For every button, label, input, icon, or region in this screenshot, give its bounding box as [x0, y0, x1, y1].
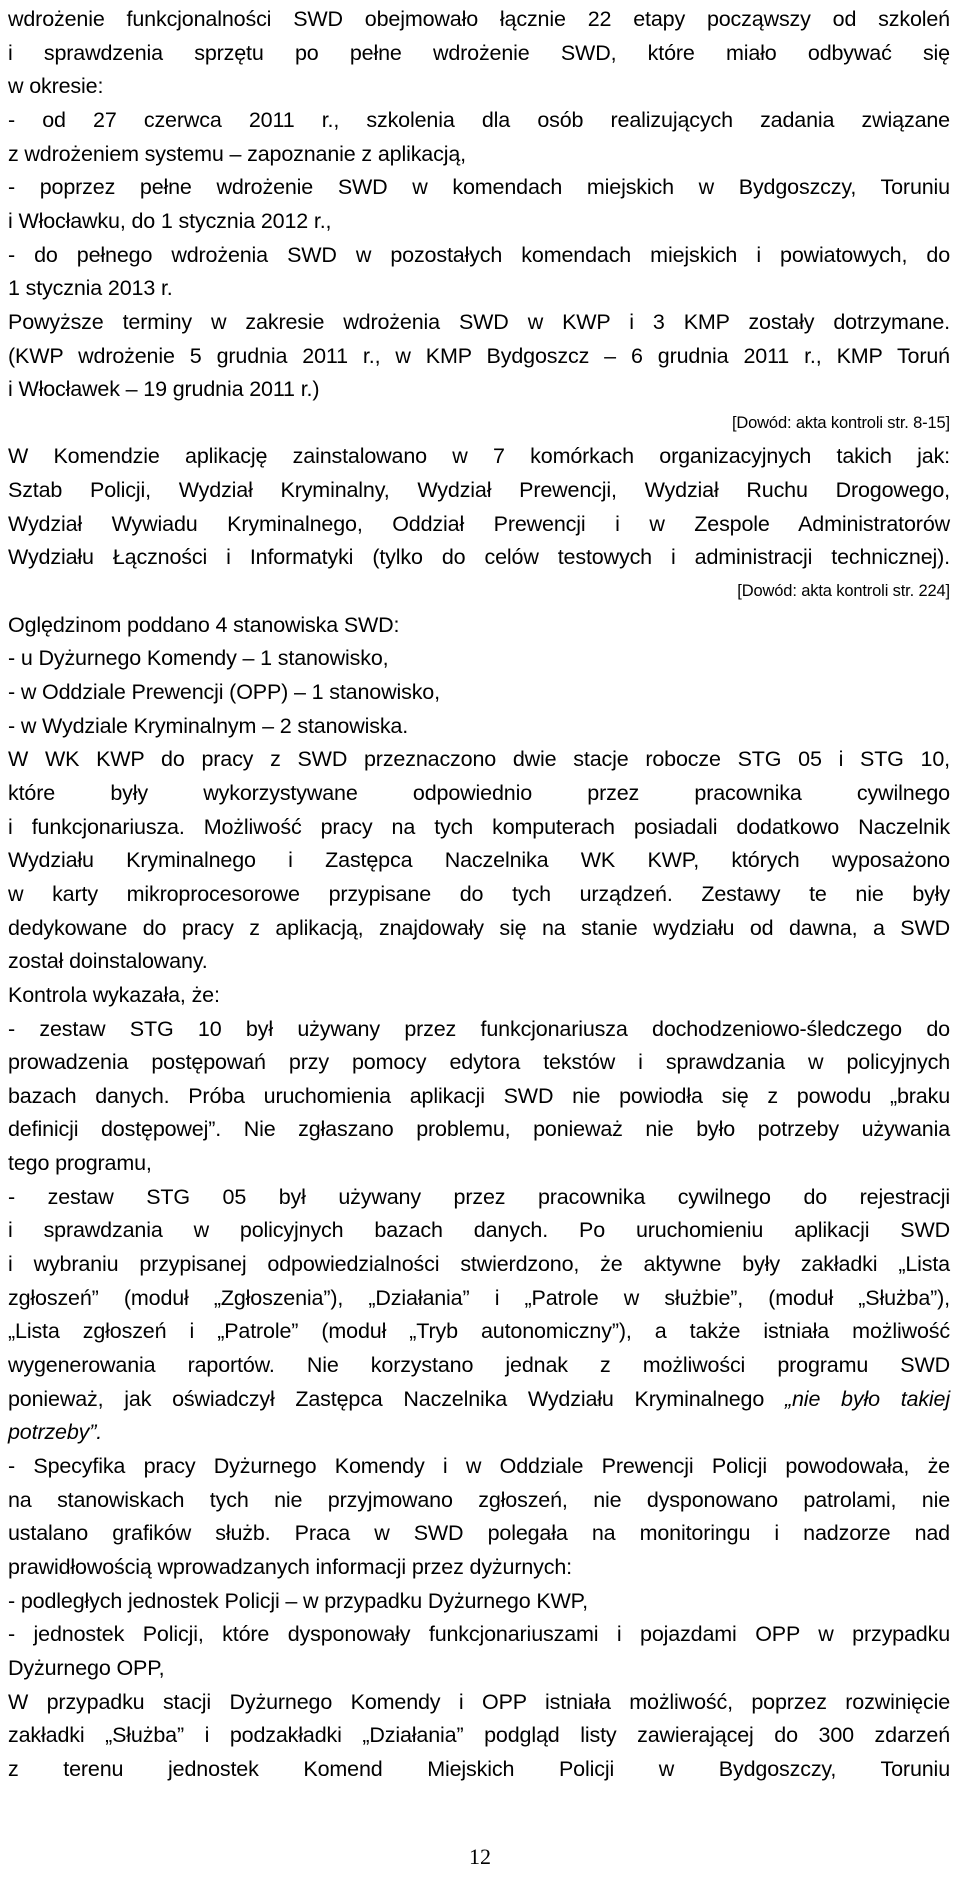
- text-line: [8, 105, 950, 137]
- text-line: [8, 172, 950, 204]
- text-line-content: z wdrożeniem systemu – zapoznanie z aplikacją,: [8, 141, 466, 166]
- text-line-content: i sprawdzenia sprzętu po pełne wdrożenie SWD, które miało odbywać się: [8, 40, 950, 65]
- text-line-content: (KWP wdrożenie 5 grudnia 2011 r., w KMP Bydgoszcz – 6 grudnia 2011 r., KMP Toruń: [8, 343, 950, 368]
- text-line: [8, 1518, 950, 1550]
- text-line: [8, 845, 950, 877]
- text-line-content: - w Oddziale Prewencji (OPP) – 1 stanowisko,: [8, 680, 440, 704]
- text-line: [8, 980, 220, 1012]
- text-line: [8, 307, 950, 339]
- text-line: [8, 240, 950, 272]
- text-line-content: potrzeby”.: [8, 1420, 103, 1445]
- text-line-content: Dyżurnego OPP,: [8, 1655, 165, 1680]
- text-line-content: i sprawdzania w policyjnych bazach danych. Po uruchomieniu aplikacji SWD: [8, 1218, 950, 1243]
- text-line-content: prawidłowością wprowadzanych informacji przez dyżurnych:: [8, 1554, 572, 1579]
- text-line-content: dedykowane do pracy z aplikacją, znajdowały się na stanie wydziału od dawna, a SWD: [8, 915, 950, 940]
- text-line: [8, 1754, 950, 1786]
- text-line-content: bazach danych. Próba uruchomienia aplikacji SWD nie powiodła się z powodu „braku: [8, 1083, 950, 1108]
- text-line: [8, 677, 440, 709]
- text-line: [8, 341, 950, 373]
- text-line-content: W Komendzie aplikację zainstalowano w 7 komórkach organizacyjnych takich jak:: [8, 444, 950, 469]
- text-line: [8, 1619, 950, 1651]
- text-line-content: Powyższe terminy w zakresie wdrożenia SWD w KWP i 3 KMP zostały dotrzymane.: [8, 309, 950, 334]
- text-line-content: i funkcjonariusza. Możliwość pracy na tych komputerach posiadali dodatkowo Naczelnik: [8, 814, 950, 839]
- text-line: [8, 1350, 950, 1382]
- text-line-content: - zestaw STG 05 był używany przez pracownika cywilnego do rejestracji: [8, 1184, 950, 1209]
- text-line-content: „Lista zgłoszeń i „Patrole” (moduł „Tryb autonomiczny”), a także istniała możliwość: [8, 1319, 950, 1344]
- text-line: [8, 643, 388, 675]
- text-line-content: [Dowód: akta kontroli str. 8-15]: [731, 413, 950, 432]
- text-line: [8, 1687, 950, 1719]
- evidence-reference: [8, 408, 950, 440]
- text-line-content: [Dowód: akta kontroli str. 224]: [737, 582, 950, 601]
- text-line-content: tego programu,: [8, 1151, 152, 1176]
- text-line: [8, 913, 950, 945]
- text-line-content: został doinstalowany.: [8, 949, 208, 974]
- text-line: [8, 4, 950, 36]
- text-line-content: na stanowiskach tych nie przyjmowano zgłoszeń, nie dysponowano patrolami, nie: [8, 1487, 950, 1512]
- text-line-content: - jednostek Policji, które dysponowały funkcjonariuszami i pojazdami OPP w przypadku: [8, 1622, 950, 1647]
- text-line-content: - Specyfika pracy Dyżurnego Komendy i w Oddziale Prewencji Policji powodowała, że: [8, 1453, 950, 1478]
- text-line-content: prowadzenia postępowań przy pomocy edytora tekstów i sprawdzania w policyjnych: [8, 1050, 950, 1075]
- text-line: [8, 1316, 950, 1348]
- text-line-content: ustalano grafików służb. Praca w SWD polegała na monitoringu i nadzorze nad: [8, 1521, 950, 1546]
- text-line-content: w karty mikroprocesorowe przypisane do tych urządzeń. Zestawy te nie były: [8, 881, 950, 906]
- text-line: [8, 1148, 152, 1180]
- text-line: [8, 1485, 950, 1517]
- text-line: [8, 374, 319, 406]
- text-line-content: zgłoszeń” (moduł „Zgłoszenia”), „Działania” i „Patrole w służbie”, (moduł „Służba”),: [8, 1285, 950, 1310]
- text-line-content: - poprzez pełne wdrożenie SWD w komendach miejskich w Bydgoszczy, Toruniu: [8, 175, 950, 200]
- text-line-content: które były wykorzystywane odpowiednio przez pracownika cywilnego: [8, 780, 950, 805]
- text-line-content: i Włocławku, do 1 stycznia 2012 r.,: [8, 208, 332, 233]
- text-line: [8, 1249, 950, 1281]
- text-line-content: - zestaw STG 10 był używany przez funkcjonariusza dochodzeniowo-śledczego do: [8, 1016, 950, 1041]
- text-line: [8, 1384, 950, 1416]
- text-line: [8, 1283, 950, 1315]
- evidence-reference: [8, 576, 950, 608]
- text-line-content: wdrożenie funkcjonalności SWD obejmowało łącznie 22 etapy począwszy od szkoleń: [8, 7, 950, 31]
- text-line: [8, 273, 173, 305]
- text-line-content: w okresie:: [8, 74, 104, 99]
- text-line: [8, 1653, 164, 1685]
- text-line: [8, 812, 950, 844]
- text-line: [8, 1047, 950, 1079]
- text-line: [8, 206, 331, 238]
- text-line: [8, 509, 950, 541]
- italic-quote: „nie było takiej: [764, 1386, 950, 1411]
- text-line-content: wygenerowania raportów. Nie korzystano jednak z możliwości programu SWD: [8, 1353, 950, 1377]
- text-line: [8, 542, 950, 574]
- text-line-content: - w Wydziale Kryminalnym – 2 stanowiska.: [8, 713, 409, 738]
- text-line: [8, 1552, 572, 1584]
- text-line: [8, 1720, 950, 1752]
- text-line-content: zakładki „Służba” i podzakładki „Działania” podgląd listy zawierającej do 300 zdarzeń: [8, 1723, 950, 1748]
- text-line-content: i wybraniu przypisanej odpowiedzialności stwierdzono, że aktywne były zakładki „Lista: [8, 1252, 950, 1277]
- text-line: [8, 778, 950, 810]
- text-line: [8, 1215, 950, 1247]
- text-line: [8, 1014, 950, 1046]
- text-line: [8, 946, 208, 978]
- text-line-content: - do pełnego wdrożenia SWD w pozostałych komendach miejskich i powiatowych, do: [8, 242, 950, 267]
- text-line: [8, 711, 408, 743]
- text-line-content: Sztab Policji, Wydział Kryminalny, Wydział Prewencji, Wydział Ruchu Drogowego,: [8, 478, 950, 503]
- text-line-content: - podległych jednostek Policji – w przypadku Dyżurnego KWP,: [8, 1588, 588, 1613]
- text-line: [8, 1182, 950, 1214]
- text-line: [8, 475, 950, 507]
- text-line-content: z terenu jednostek Komend Miejskich Policji w Bydgoszczy, Toruniu: [8, 1756, 950, 1781]
- text-line: [8, 1081, 950, 1113]
- text-line-content: - od 27 czerwca 2011 r., szkolenia dla osób realizujących zadania związane: [8, 107, 950, 132]
- text-line: [8, 38, 950, 70]
- text-line-content: W WK KWP do pracy z SWD przeznaczono dwie stacje robocze STG 05 i STG 10,: [8, 747, 950, 772]
- text-line: [8, 1114, 950, 1146]
- text-line: [8, 1417, 102, 1449]
- text-line: [8, 139, 466, 171]
- text-line: [8, 744, 950, 776]
- text-line-content: 1 stycznia 2013 r.: [8, 276, 173, 301]
- document-page: [8, 0, 950, 1877]
- text-line: [8, 71, 103, 103]
- text-line-content: - u Dyżurnego Komendy – 1 stanowisko,: [8, 646, 389, 671]
- text-line-content: Wydział Wywiadu Kryminalnego, Oddział Prewencji i w Zespole Administratorów: [8, 511, 950, 536]
- text-line: [8, 1451, 950, 1483]
- text-line-content: Kontrola wykazała, że:: [8, 982, 220, 1007]
- text-line-content: i Włocławek – 19 grudnia 2011 r.): [8, 377, 320, 402]
- text-line-content: Wydziału Kryminalnego i Zastępca Naczelnika WK KWP, których wyposażono: [8, 848, 950, 873]
- text-line-content: definicji dostępowej”. Nie zgłaszano problemu, ponieważ nie było potrzeby używania: [8, 1117, 950, 1142]
- text-line-content: Wydziału Łączności i Informatyki (tylko do celów testowych i administracji technicznej).: [8, 545, 950, 570]
- text-line: [8, 610, 399, 642]
- page-number: 12: [469, 1844, 491, 1869]
- text-line: [8, 441, 950, 473]
- text-line-content: W przypadku stacji Dyżurnego Komendy i OPP istniała możliwość, poprzez rozwinięcie: [8, 1689, 950, 1714]
- text-line-content: ponieważ, jak oświadczył Zastępca Naczelnika Wydziału Kryminalnego: [8, 1386, 765, 1411]
- text-line-content: Oględzinom poddano 4 stanowiska SWD:: [8, 612, 400, 637]
- text-line: [8, 1586, 588, 1618]
- text-line: [8, 879, 950, 911]
